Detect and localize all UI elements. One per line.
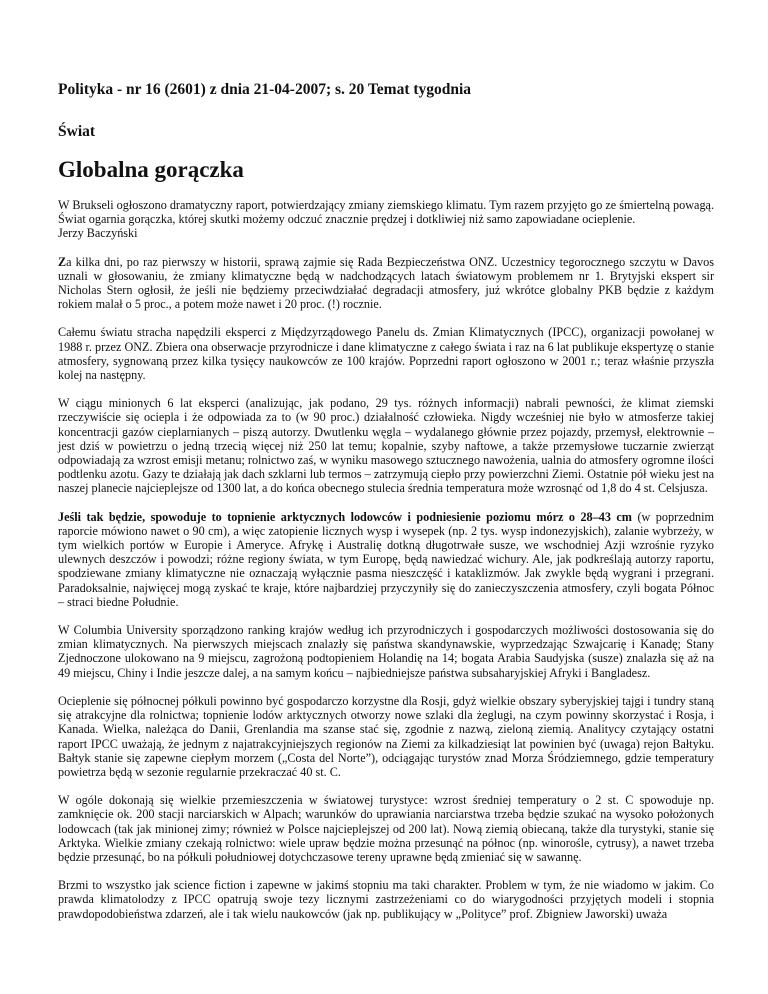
paragraph-8: Brzmi to wszystko jak science fiction i zapewne w jakimś stopniu ma taki charakter. Problem w tym, że nie wiadomo w jakim. Co prawda klimatolodzy z IPCC opatrują swoje tezy licznymi zastrzeżeniami co do wiarygodności przyjętych modeli i stopnia prawdopodobieństwa zdarzeń, ale i tak wielu naukowców (jak np. publikujący w „Polityce” prof. Zbigniew Jaworski) uważa — [58, 878, 714, 921]
paragraph-1 — [58, 255, 714, 312]
paragraph-7: W ogóle dokonają się wielkie przemieszczenia w światowej turystyce: wzrost średniej temperatury o 2 st. C spowoduje np. zamknięcie ok. 200 stacji narciarskich w Alpach; warunków do uprawiania narciarstwa trzeba będzie szukać na wysoko położonych lodowcach (tak jak minionej zimy; również w Polsce najcieplejszej od 200 lat). Nową ziemią obiecaną, także dla turystyki, stanie się Arktyka. Wielkie zmiany czekają rolnictwo: wiele upraw będzie można przesunąć na północ (np. winorośle, cytrusy), a nawet trzeba będzie przesunąć, bo na półkuli południowej dotychczasowe tereny uprawne będą zmieniać się w sawannę. — [58, 793, 714, 864]
lead-paragraph — [58, 198, 714, 241]
paragraph-4 — [58, 510, 714, 609]
article — [58, 80, 714, 935]
paragraph-1-text: a kilka dni, po raz pierwszy w historii, sprawą zajmie się Rada Bezpieczeństwa ONZ. Uczestnicy tegorocznego szczytu w Davos uznali w głosowaniu, że zmiany klimatyczne będą w nadchodzących latach światowym problemem nr 1. Brytyjski ekspert sir Nicholas Stern ogłosił, że jeśli nie będziemy przeciwdziałać degradacji atmosfery, już wkrótce globalny PKB będzie z każdym rokiem malał o 5 proc., a potem może nawet i 20 proc. (!) rocznie. — [58, 254, 714, 312]
paragraph-2: Całemu światu stracha napędzili eksperci z Międzyrządowego Panelu ds. Zmian Klimatycznych (IPCC), organizacji powołanej w 1988 r. przez ONZ. Zbiera ona obserwacje przyrodnicze i dane klimatyczne z całego świata i raz na 6 lat publikuje ekspertyzę o stanie atmosfery, sygnowaną przez kilka tysięcy naukowców ze 100 krajów. Poprzedni raport ogłoszono w 2001 r.; teraz właśnie przyszła kolej na następny. — [58, 325, 714, 383]
initial-letter: Z — [58, 254, 67, 269]
publication-header: Polityka - nr 16 (2601) z dnia 21-04-2007; s. 20 Temat tygodnia — [58, 81, 472, 98]
paragraph-6: Ocieplenie się północnej półkuli powinno być gospodarczo korzystne dla Rosji, gdyż wielkie obszary syberyjskiej tajgi i tundry staną się atrakcyjne dla rolnictwa; topnienie lodów arktycznych otworzy nowe szlaki dla żeglugi, na czym powinny skorzystać i Rosja, i Kanada. Wielka, należąca do Danii, Grenlandia ma szanse stać się, zgodnie z nazwą, zieloną ziemią. Analitycy czytający ostatni raport IPCC uważają, że jednym z najatrakcyjniejszych regionów na Ziemi za kilkadziesiąt lat powinien być (uwaga) rejon Bałtyku. Bałtyk stanie się zapewne ciepłym morzem („Costa del Norte”), odciągając turystów znad Morza Śródziemnego, gdzie temperatury powietrza będą w sezonie regularnie przekraczać 40 st. C. — [58, 693, 714, 779]
lead-text: W Brukseli ogłoszono dramatyczny raport, potwierdzający zmiany ziemskiego klimatu. Tym razem przyjęto go ze śmiertelną powagą. Świat ogarnia gorączka, której skutki możemy odczuć znacznie prędzej i dotkliwiej niż samo zapowiadane ocieplenie. — [58, 198, 714, 227]
paragraph-4-text: (w poprzednim raporcie mówiono nawet o 90 cm), a więc zatopienie licznych wysp i wysepek (np. 2 tys. wysp indonezyjskich), zalanie wybrzeży, w tym wielkich portów w Europie i Ameryce. Afrykę i Australię dotkną długotrwałe susze, we wschodniej Azji wzrośnie ryzyko ulewnych deszczów i powodzi; różne regiony świata, w tym Europę, będą nawiedzać wichury. Ale, jak podkreślają autorzy raportu, spodziewane zmiany klimatyczne nie oznaczają wyłącznie pasma nieszczęść i kataklizmów. Jak zwykle będą wygrani i przegrani. Paradoksalnie, najwięcej mogą zyskać te kraje, które najbardziej przyczyniły się do zanieczyszczenia atmosfery, czyli bogata Północ – straci biedne Południe. — [58, 509, 714, 609]
paragraph-5: W Columbia University sporządzono ranking krajów według ich przyrodniczych i gospodarczych możliwości dostosowania się do zmian klimatycznych. Na pierwszych miejscach znalazły się państwa skandynawskie, wyprzedzając Szwajcarię i Kanadę; Stany Zjednoczone ulokowano na 9 miejscu, zagrożoną podtopieniem Holandię na 14; bogata Arabia Saudyjska (susze) znalazła się aż na 49 miejscu, Chiny i Indie jeszcze dalej, a na samym końcu – najbiedniejsze państwa subsaharyjskiej Afryki i Bangladesz. — [58, 623, 714, 680]
paragraph-3: W ciągu minionych 6 lat eksperci (analizując, jak podano, 29 tys. różnych informacji) nabrali pewności, że klimat ziemski rzeczywiście się ociepla i że odpowiada za to (w 90 proc.) działalność człowieka. Nigdy wcześniej nie było w atmosferze takiej koncentracji gazów cieplarnianych – piszą autorzy. Dwutlenku węgla – wydalanego głównie przez pojazdy, przemysł, elektrownie – jest dziś w powietrzu o jedną trzecią więcej niż 250 lat temu; kopalnie, szyby naftowe, a także przemysłowe tuczarnie zwierząt odpowiadają za wzrost emisji metanu; rolnictwo zaś, w wyniku masowego sztucznego nawożenia, ualnia do atmosfery ogromne ilości podtlenku azotu. Gazy te działają jak dach szklarni lub termos – zatrzymują ciepło przy powierzchni Ziemi. Ostatnie pół wieku jest na naszej planecie najcieplejsze od 1300 lat, a do końca obecnego stulecia średnia temperatura może wzrosnąć od 1,8 do 4 st. Celsjusza. — [58, 396, 714, 496]
author-name: Jerzy Baczyński — [58, 226, 138, 241]
article-title: Globalna gorączka — [58, 157, 244, 182]
section-label: Świat — [58, 123, 96, 140]
paragraph-4-bold-lead: Jeśli tak będzie, spowoduje to topnienie arktycznych lodowców i podniesienie poziomu mórz o 28–43 cm — [58, 509, 632, 524]
